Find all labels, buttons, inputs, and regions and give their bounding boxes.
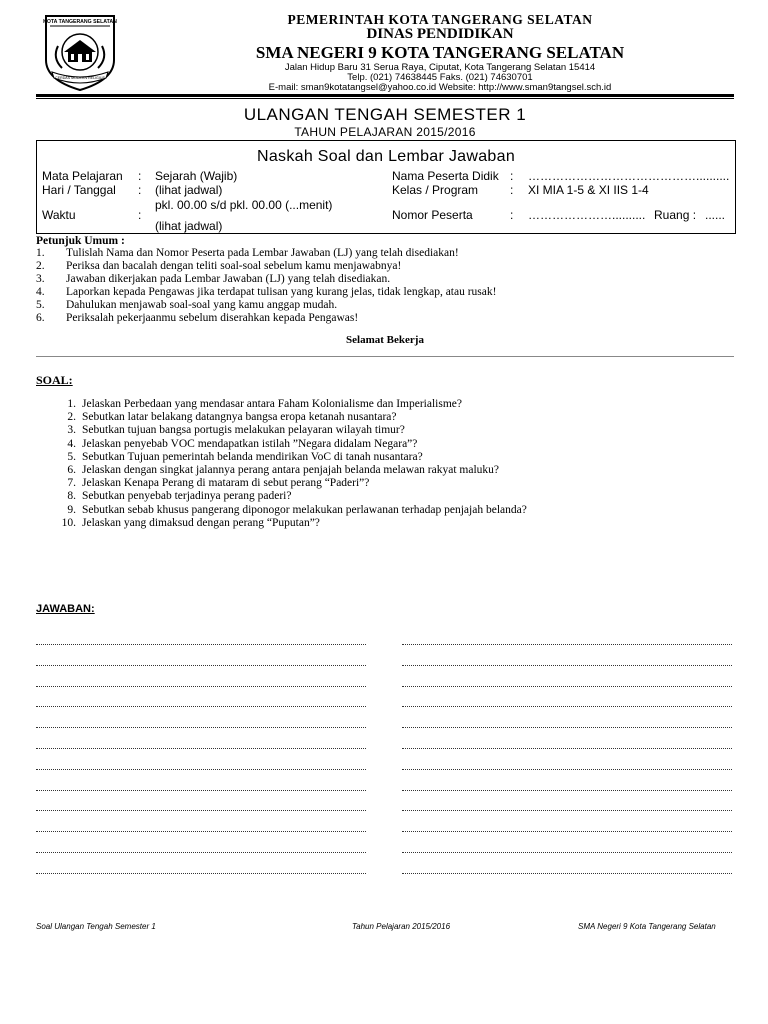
answer-line[interactable]	[402, 831, 732, 832]
question-text: Jelaskan yang dimaksud dengan perang “Puputan”?	[82, 516, 320, 529]
list-item	[36, 260, 496, 273]
answer-line[interactable]	[402, 727, 732, 728]
answer-line[interactable]	[402, 706, 732, 707]
nomor-field[interactable]: …………………..........	[528, 208, 646, 222]
instructions-title: Petunjuk Umum :	[36, 235, 125, 247]
answer-line[interactable]	[402, 873, 732, 874]
question-text: Sebutkan sebab khusus pangerang diponogor melakukan perlawanan terhadap penjajah belanda?	[82, 503, 527, 516]
question-text: Sebutkan latar belakang datangnya bangsa eropa ketanah nusantara?	[82, 411, 397, 424]
question-number: 10.	[61, 516, 76, 529]
question-number: 6.	[67, 464, 76, 477]
colon: :	[138, 183, 142, 197]
school-phone: Telp. (021) 74638445 Faks. (021) 74630701	[347, 72, 533, 83]
answer-line[interactable]	[402, 852, 732, 853]
question-text: Jelaskan Kenapa Perang di mataram di sebut perang “Paderi”?	[82, 477, 370, 490]
answer-line[interactable]	[402, 790, 732, 791]
question-number: 5.	[67, 450, 76, 463]
nama-label: Nama Peserta Didik	[392, 169, 499, 183]
question-text: Sebutkan tujuan bangsa portugis melakukan pelayaran wilayah timur?	[82, 424, 405, 437]
item-text: Dahulukan menjawab soal-soal yang kamu anggap mudah.	[66, 299, 338, 311]
answer-line[interactable]	[36, 686, 366, 687]
gov-line: PEMERINTAH KOTA TANGERANG SELATAN	[287, 12, 593, 27]
answer-line[interactable]	[36, 873, 366, 874]
question-item	[58, 424, 527, 437]
section-divider	[36, 356, 734, 357]
colon: :	[510, 183, 514, 197]
hari-value: (lihat jadwal)	[155, 183, 223, 197]
kelas-value: XI MIA 1-5 & XI IIS 1-4	[528, 183, 649, 197]
answer-line[interactable]	[402, 769, 732, 770]
item-text: Periksa dan bacalah dengan teliti soal-soal sebelum kamu menjawabnya!	[66, 260, 402, 272]
waktu-value-2: (lihat jadwal)	[155, 219, 223, 233]
answer-line[interactable]	[36, 727, 366, 728]
footer-left: Soal Ulangan Tengah Semester 1	[36, 922, 156, 931]
school-email: E-mail: sman9kotatangsel@yahoo.co.id Website: http://www.sman9tangsel.sch.id	[268, 82, 612, 93]
list-item	[36, 286, 496, 299]
answer-line[interactable]	[36, 831, 366, 832]
header-divider	[36, 94, 734, 97]
nama-field[interactable]: ……………………………………..........	[528, 169, 730, 183]
answer-line[interactable]	[402, 748, 732, 749]
exam-title: ULANGAN TENGAH SEMESTER 1	[243, 105, 527, 124]
answer-line[interactable]	[36, 665, 366, 666]
hari-label: Hari / Tanggal	[42, 183, 116, 197]
question-text: Jelaskan penyebab VOC mendapatkan istilah ”Negara didalam Negara”?	[82, 437, 418, 450]
question-item	[58, 438, 527, 451]
question-item	[58, 451, 527, 464]
question-item	[58, 398, 527, 411]
answer-line[interactable]	[36, 810, 366, 811]
answer-line[interactable]	[402, 686, 732, 687]
mapel-value: Sejarah (Wajib)	[155, 169, 238, 183]
ruang-label: Ruang :	[654, 208, 697, 222]
dept-line: DINAS PENDIDIKAN	[366, 26, 514, 42]
item-number: 3.	[36, 273, 45, 285]
waktu-value-1: pkl. 00.00 s/d pkl. 00.00 (...menit)	[155, 198, 333, 212]
list-item	[36, 312, 496, 325]
answer-line[interactable]	[36, 790, 366, 791]
school-name: SMA NEGERI 9 KOTA TANGERANG SELATAN	[255, 43, 625, 62]
logo-text: KOTA TANGERANG SELATAN	[43, 19, 117, 25]
footer-center: Tahun Pelajaran 2015/2016	[352, 922, 451, 931]
list-item	[36, 247, 496, 260]
question-number: 7.	[67, 477, 76, 490]
answer-line[interactable]	[36, 769, 366, 770]
logo-ribbon: CERDAS MODERN RELIGIUS	[55, 76, 105, 80]
answer-line[interactable]	[36, 706, 366, 707]
list-item	[36, 273, 496, 286]
item-text: Tulislah Nama dan Nomor Peserta pada Lembar Jawaban (LJ) yang telah disediakan!	[66, 247, 459, 259]
colon: :	[138, 169, 142, 183]
question-number: 3.	[67, 424, 76, 437]
ruang-field[interactable]: ......	[705, 208, 726, 222]
answer-line[interactable]	[402, 810, 732, 811]
item-number: 1.	[36, 247, 45, 259]
answer-line[interactable]	[36, 644, 366, 645]
exam-year: TAHUN PELAJARAN 2015/2016	[294, 125, 476, 139]
item-text: Periksalah pekerjaanmu sebelum diserahkan kepada Pengawas!	[66, 312, 359, 324]
question-item	[58, 490, 527, 503]
question-item	[58, 411, 527, 424]
item-number: 2.	[36, 260, 45, 272]
waktu-label: Waktu	[42, 208, 76, 222]
item-text: Laporkan kepada Pengawas jika terdapat tulisan yang kurang jelas, tidak lengkap, atau rusak!	[66, 286, 497, 298]
mapel-label: Mata Pelajaran	[42, 169, 123, 183]
closing-text: Selamat Bekerja	[346, 334, 424, 346]
question-number: 9.	[67, 503, 76, 516]
school-logo	[40, 10, 120, 92]
question-number: 2.	[67, 411, 76, 424]
answer-line[interactable]	[36, 748, 366, 749]
question-item	[58, 504, 527, 517]
question-text: Sebutkan penyebab terjadinya perang paderi?	[82, 490, 292, 503]
item-number: 6.	[36, 312, 45, 324]
question-text: Jelaskan Perbedaan yang mendasar antara Faham Kolonialisme dan Imperialisme?	[82, 398, 462, 410]
question-item	[58, 464, 527, 477]
item-text: Jawaban dikerjakan pada Lembar Jawaban (LJ) yang telah disediakan.	[66, 273, 391, 285]
answer-line[interactable]	[402, 665, 732, 666]
instructions-list	[36, 247, 496, 325]
nomor-label: Nomor Peserta	[392, 208, 473, 222]
list-item	[36, 299, 496, 312]
colon: :	[510, 169, 514, 183]
kelas-label: Kelas / Program	[392, 183, 479, 197]
questions-list	[58, 398, 527, 530]
item-number: 5.	[36, 299, 45, 311]
question-item	[58, 477, 527, 490]
answer-line[interactable]	[36, 852, 366, 853]
footer-right: SMA Negeri 9 Kota Tangerang Selatan	[578, 922, 716, 931]
question-item	[58, 517, 527, 530]
colon: :	[510, 208, 514, 222]
school-address: Jalan Hidup Baru 31 Serua Raya, Ciputat, Kota Tangerang Selatan 15414	[284, 62, 596, 73]
question-number: 1.	[67, 398, 76, 410]
answer-line[interactable]	[402, 644, 732, 645]
question-number: 8.	[67, 490, 76, 503]
colon: :	[138, 208, 142, 222]
question-text: Sebutkan Tujuan pemerintah belanda mendirikan VoC di tanah nusantara?	[82, 450, 423, 463]
question-text: Jelaskan dengan singkat jalannya perang antara penjajah belanda melawan rakyat maluku?	[82, 464, 500, 477]
question-number: 4.	[67, 437, 76, 450]
item-number: 4.	[36, 286, 45, 298]
answers-title: JAWABAN:	[36, 603, 95, 615]
box-title: Naskah Soal dan Lembar Jawaban	[256, 148, 516, 165]
header-divider-thin	[36, 98, 734, 99]
questions-title: SOAL:	[36, 373, 73, 387]
